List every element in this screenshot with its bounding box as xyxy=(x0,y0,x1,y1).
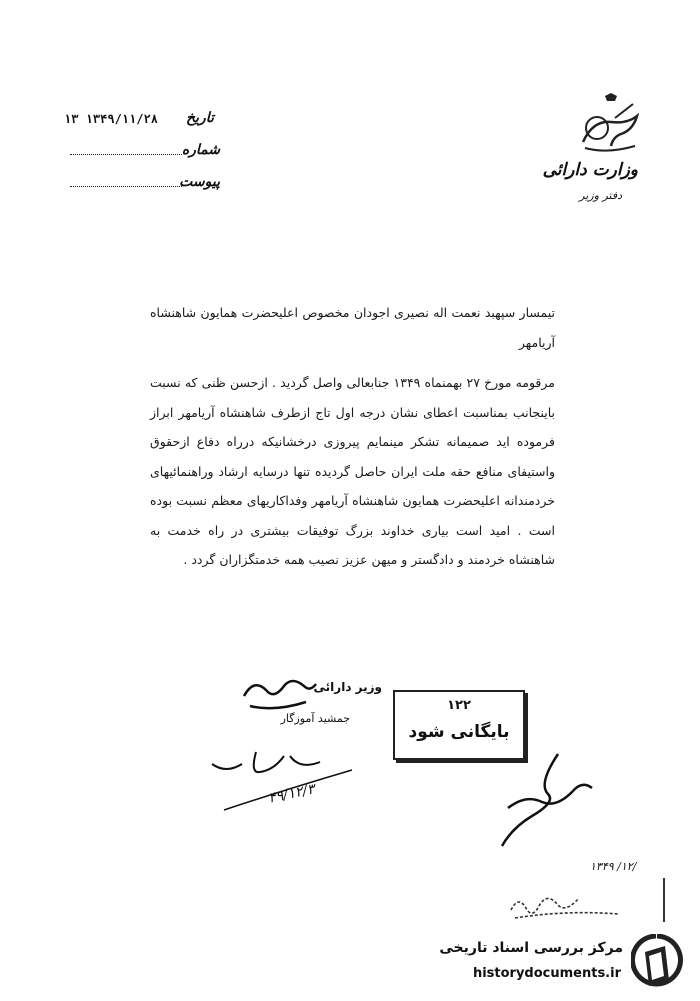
attachment-field xyxy=(70,174,220,194)
archive-watermark xyxy=(395,930,695,1000)
letter-addressee: تیمسار سپهبد نعمت اله نصیری اجودان مخصوص اعلیحضرت همایون شاهنشاه آریامهر xyxy=(150,305,555,350)
stamp-text: بایگانی شود xyxy=(408,722,510,742)
margin-mark xyxy=(663,878,665,922)
date-label: تاریخ xyxy=(186,110,214,126)
handwritten-date: ۴۹/۱۲/۳ xyxy=(266,781,317,807)
lion-and-sun-emblem xyxy=(575,92,647,154)
bottom-scribble xyxy=(505,880,625,925)
minister-signature xyxy=(240,676,320,716)
stamp-number: ۱۲۲ xyxy=(447,698,471,713)
date-value: ۱۳ ۱۳۴۹/۱۱/۲۸ xyxy=(64,112,158,126)
signature-name: جمشید آموزگار xyxy=(280,712,350,725)
number-field xyxy=(70,142,220,162)
office-name: دفتر وزیر xyxy=(579,189,622,202)
archive-logo-icon xyxy=(631,934,683,994)
watermark-url: historydocuments.ir xyxy=(472,966,621,981)
attachment-label: پیوست xyxy=(179,174,220,190)
bottom-number: ۱۳۴۹ /۱۲/ xyxy=(590,860,637,873)
number-label: شماره xyxy=(181,142,220,158)
signature-title: وزیر دارائی xyxy=(313,680,382,694)
approval-signature xyxy=(488,748,598,853)
ministry-name: وزارت دارائی xyxy=(542,160,638,180)
watermark-persian: مرکز بررسی اسناد تاریخی xyxy=(439,940,623,956)
letter-paragraph: مرقومه مورخ ۲۷ بهمنماه ۱۳۴۹ جنابعالی واصل گردید . ازحسن ظنی که نسبت باینجانب بمناسبت اعطای نشان درجه اول تاج ازطرف شاهنشاه آریامهر ابراز فرموده اید صمیمانه تشکر مینمایم پیروزی درخشانیکه درراه دفاع ازحقوق واستیفای منافع حقه ملت ایران حاصل گردیده تنها درسایه ارشاد وراهنمائیهای خردمندانه اعلیحضرت همایون شاهنشاه آریامهر وفداکاریهای معظم نسبت بوده است . امید است بیاری خداوند بزرگ توفیقات بیشتری در راه خدمت به شاهنشاه خردمند و دادگستر و میهن عزیز نصیب همه خدمتگزاران گردد . xyxy=(150,375,555,567)
